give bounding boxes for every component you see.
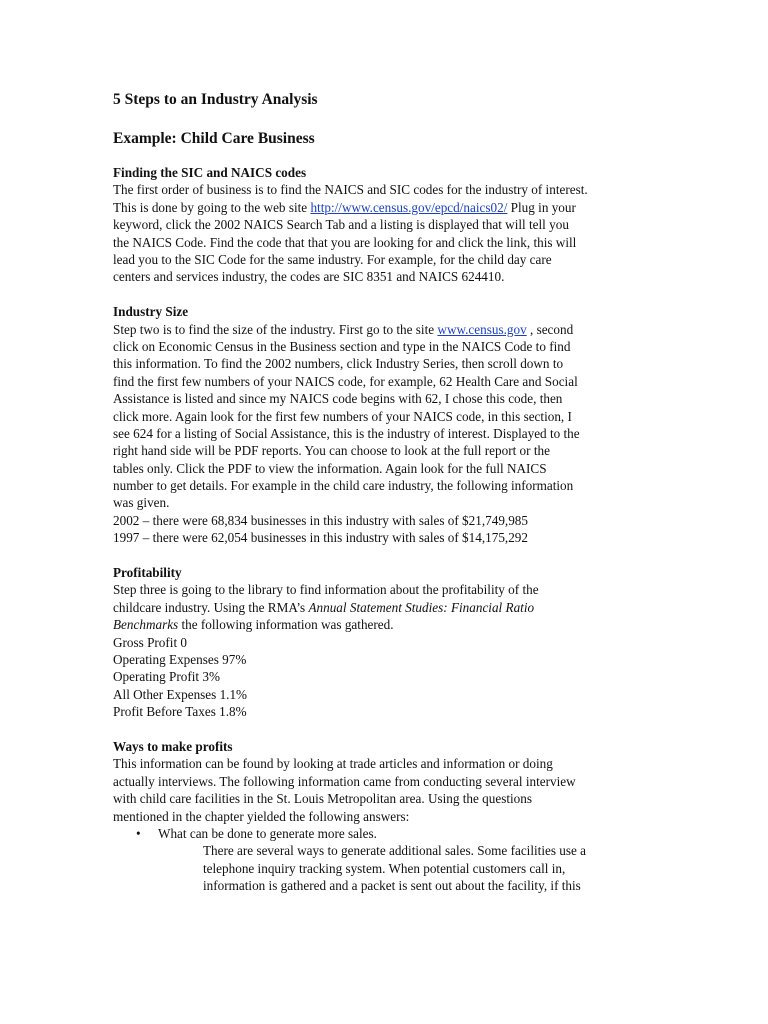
ratio-item: Operating Expenses 97% [113, 651, 247, 667]
section-codes-body [113, 181, 658, 285]
text-line: click more. Again look for the first few numbers of your NAICS code, in this section, I [113, 408, 572, 424]
text-fragment: Plug in your [507, 199, 576, 215]
text-line: information is gathered and a packet is sent out about the facility, if this [203, 878, 581, 894]
text-line: Assistance is listed and since my NAICS code begins with 62, I chose this code, then [113, 391, 563, 407]
section-size [113, 303, 658, 546]
section-heading-profits: Ways to make profits [113, 738, 233, 754]
book-title-italic: Annual Statement Studies: Financial Ratio [308, 599, 535, 615]
section-profitability-body [113, 581, 658, 720]
census-link[interactable]: www.census.gov [437, 321, 527, 337]
section-heading-profitability: Profitability [113, 565, 182, 581]
text-line: see 624 for a listing of Social Assistance, this is the industry of interest. Displayed to the [113, 425, 580, 441]
text-line: this information. To find the 2002 numbers, click Industry Series, then scroll down to [113, 356, 564, 372]
text-line: 1997 – there were 62,054 businesses in this industry with sales of $14,175,292 [113, 530, 528, 546]
naics-link[interactable]: http://www.census.gov/epcd/naics02/ [310, 199, 508, 215]
text-line: There are several ways to generate additional sales. Some facilities use a [203, 843, 587, 859]
text-line: with child care facilities in the St. Louis Metropolitan area. Using the questions [113, 791, 532, 807]
text-fragment: Step two is to find the size of the industry. First go to the site [113, 321, 438, 337]
text-line: right hand side will be PDF reports. You can choose to look at the full report or the [113, 443, 550, 459]
text-fragment: the following information was gathered. [178, 617, 394, 633]
section-heading-size: Industry Size [113, 304, 189, 320]
bullet-icon: • [136, 825, 141, 841]
text-line: click on Economic Census in the Business section and type in the NAICS Code to find [113, 338, 571, 354]
section-profitability [113, 564, 658, 721]
text-line: number to get details. For example in the child care industry, the following information [113, 478, 574, 494]
text-fragment: , second [526, 321, 574, 337]
document-page [113, 88, 658, 894]
text-line [113, 321, 658, 338]
text-line: find the first few numbers of your NAICS code, for example, 62 Health Care and Social [113, 373, 578, 389]
bullet-answer [113, 842, 658, 894]
bullet-item [113, 825, 658, 842]
text-line [113, 599, 658, 616]
bullet-text: What can be done to generate more sales. [158, 825, 377, 841]
ratio-item: Gross Profit 0 [113, 634, 187, 650]
text-line: mentioned in the chapter yielded the following answers: [113, 808, 410, 824]
text-line [113, 616, 658, 633]
text-line: keyword, click the 2002 NAICS Search Tab and a listing is displayed that will tell you [113, 217, 569, 233]
text-fragment: childcare industry. Using the RMA’s [113, 599, 309, 615]
document-subtitle: Example: Child Care Business [113, 130, 315, 147]
text-line: the NAICS Code. Find the code that that you are looking for and click the link, this will [113, 234, 577, 250]
text-line: 2002 – there were 68,834 businesses in this industry with sales of $21,749,985 [113, 512, 528, 528]
section-heading-codes: Finding the SIC and NAICS codes [113, 165, 307, 180]
section-profits-body [113, 755, 658, 825]
text-fragment: This is done by going to the web site [113, 199, 308, 215]
section-codes [113, 164, 658, 286]
ratio-item: All Other Expenses 1.1% [113, 686, 248, 702]
ratio-item: Profit Before Taxes 1.8% [113, 704, 247, 720]
document-title: 5 Steps to an Industry Analysis [113, 91, 318, 108]
text-line: The first order of business is to find the NAICS and SIC codes for the industry of interest. [113, 182, 588, 198]
section-size-body [113, 321, 658, 547]
text-line [113, 199, 658, 216]
text-line: tables only. Click the PDF to view the information. Again look for the full NAICS [113, 460, 547, 476]
text-line: was given. [113, 495, 170, 511]
text-line: lead you to the SIC Code for the same industry. For example, for the child day care [113, 251, 552, 267]
ratio-item: Operating Profit 3% [113, 669, 220, 685]
text-line: centers and services industry, the codes are SIC 8351 and NAICS 624410. [113, 269, 505, 285]
text-line: telephone inquiry tracking system. When potential customers call in, [203, 860, 566, 876]
text-line: Step three is going to the library to find information about the profitability of the [113, 582, 539, 598]
text-line: This information can be found by looking at trade articles and information or doing [113, 756, 553, 772]
text-line: actually interviews. The following information came from conducting several interview [113, 773, 576, 789]
section-profits [113, 738, 658, 895]
book-title-italic: Benchmarks [113, 617, 179, 633]
